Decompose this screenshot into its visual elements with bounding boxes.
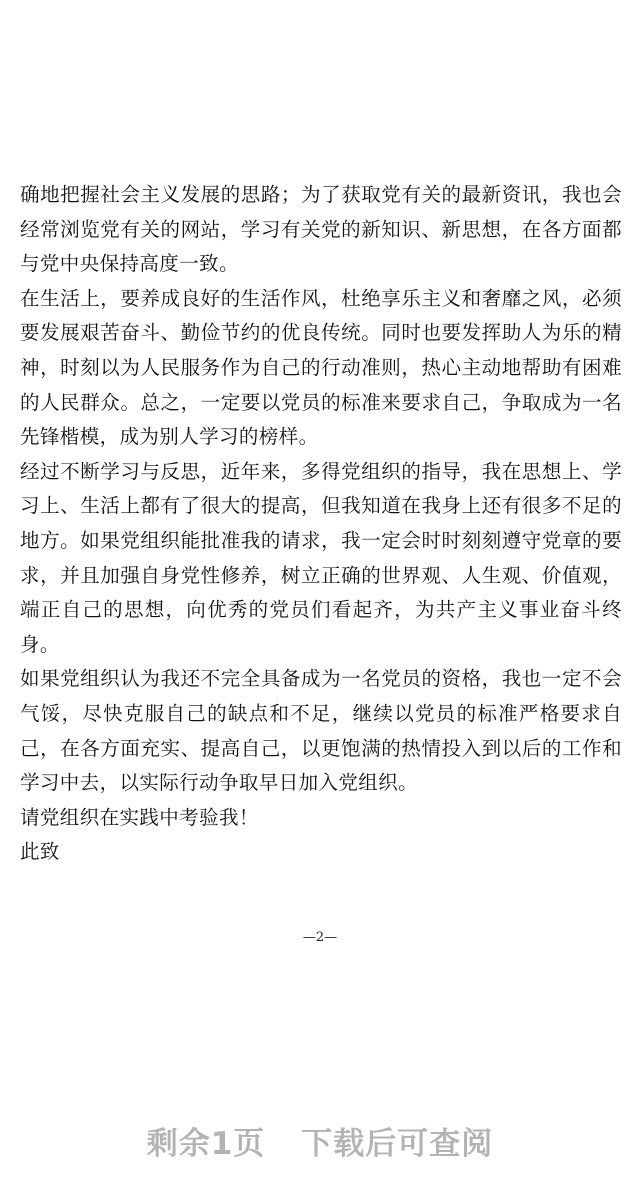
document-body (20, 178, 622, 870)
download-prompt-label: 下载后可查阅 (301, 1126, 494, 1162)
paragraph-1: 确地把握社会主义发展的思路；为了获取党有关的最新资讯，我也会经常浏览党有关的网站，学习有关党的新知识、新思想，在各方面都与党中央保持高度一致。 (20, 183, 622, 276)
paragraph-5: 请党组织在实践中考验我！ (20, 805, 259, 829)
paragraph-3: 经过不断学习与反思，近年来，多得党组织的指导，我在思想上、学习上、生活上都有了很大的提高，但我知道在我身上还有很多不足的地方。如果党组织能批准我的请求，我一定会时时刻刻遵守党章的要求，并且加强自身党性修养，树立正确的世界观、人生观、价值观，端正自己的思想，向优秀的党员们看起齐，为共产主义事业奋斗终身。 (20, 459, 622, 656)
paragraph-6: 此致 (20, 840, 60, 864)
remaining-pages-banner[interactable] (0, 1118, 640, 1163)
page-number: —2— (302, 930, 338, 945)
paragraph-2: 在生活上，要养成良好的生活作风，杜绝享乐主义和奢靡之风，必须要发展艰苦奋斗、勤俭节约的优良传统。同时也要发挥助人为乐的精神，时刻以为人民服务作为自己的行动准则，热心主动地帮助有困难的人民群众。总之，一定要以党员的标准来要求自己，争取成为一名先锋楷模，成为别人学习的榜样。 (20, 286, 622, 449)
paragraph-4: 如果党组织认为我还不完全具备成为一名党员的资格，我也一定不会气馁，尽快克服自己的缺点和不足，继续以党员的标准严格要求自己，在各方面充实、提高自己，以更饱满的热情投入到以后的工作和学习中去，以实际行动争取早日加入党组织。 (20, 667, 622, 795)
remaining-pages-label: 剩余1页 (146, 1126, 266, 1162)
